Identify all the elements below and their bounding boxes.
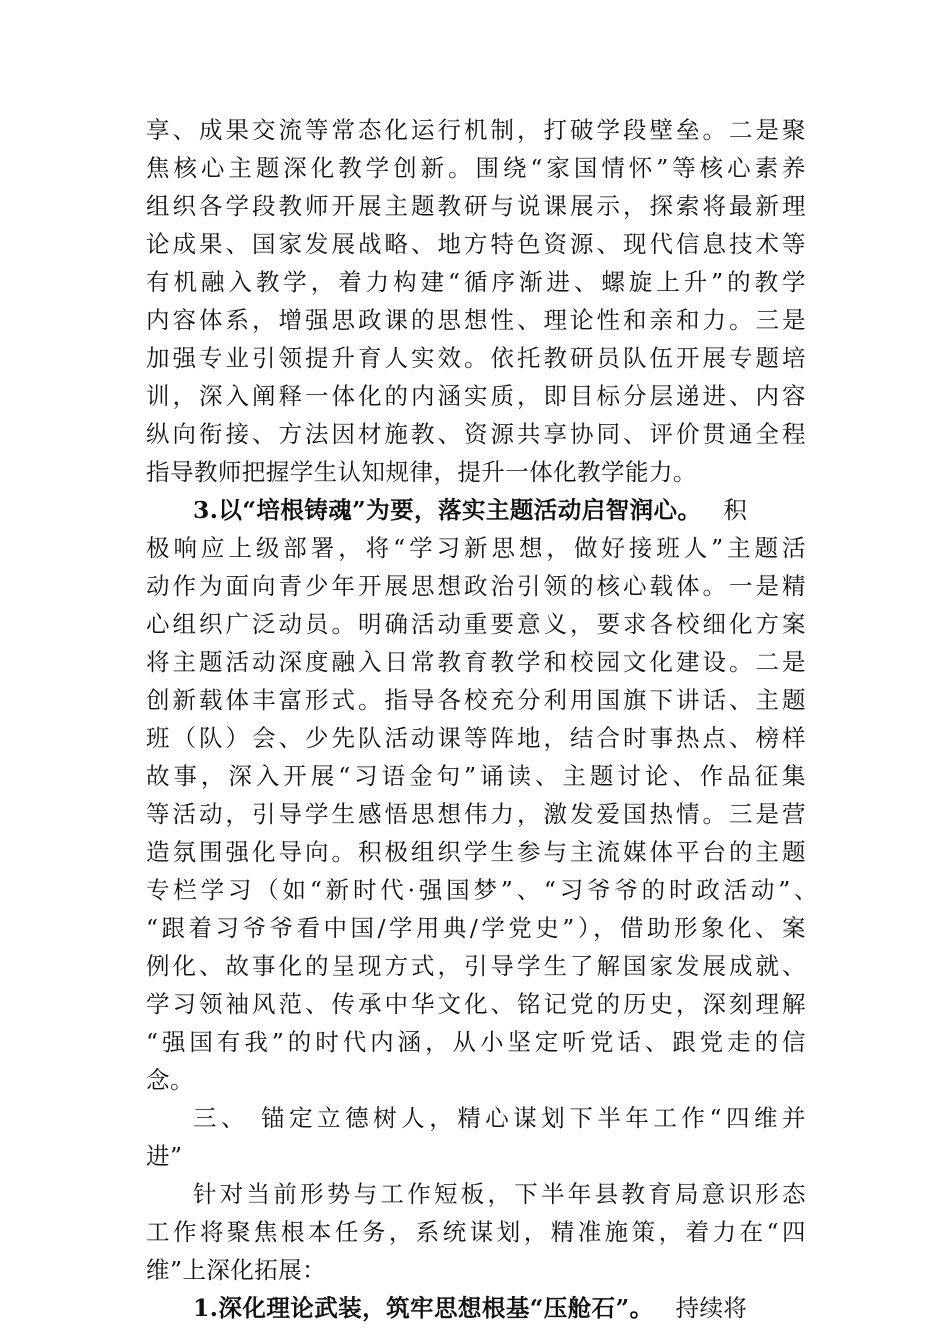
body-line: 专栏学习（如“新时代·强国梦”、“习爷爷的时政活动”、 <box>146 876 818 904</box>
body-line: 论成果、国家发展战略、地方特色资源、现代信息技术等 <box>146 230 806 258</box>
section-3-title: 三、 锚定立德树人，精心谋划下半年工作“四维并 <box>193 1104 806 1132</box>
body-line: 指导教师把握学生认知规律，提升一体化教学能力。 <box>146 458 697 486</box>
body-line: “强国有我”的时代内涵，从小坚定听党话、跟党走的信 <box>146 1028 806 1056</box>
body-line: 组织各学段教师开展主题教研与说课展示，探索将最新理 <box>146 192 806 220</box>
body-line: 工作将聚焦根本任务，系统谋划，精准施策，着力在“四 <box>146 1218 806 1246</box>
body-line: 针对当前形势与工作短板，下半年县教育局意识形态 <box>193 1180 806 1208</box>
body-line: 班（队）会、少先队活动课等阵地，结合时事热点、榜样 <box>146 724 806 752</box>
subheading-1-rest: 持续将 <box>675 1294 748 1322</box>
subheading-3-title: 3.以“培根铸魂”为要，落实主题活动启智润心。 <box>193 496 702 524</box>
body-line: 训，深入阐释一体化的内涵实质，即目标分层递进、内容 <box>146 382 806 410</box>
subheading-3-rest: 积 <box>723 496 748 524</box>
body-line: 焦核心主题深化教学创新。围绕“家国情怀”等核心素养 <box>146 154 806 182</box>
subheading-1 <box>193 1293 806 1323</box>
body-line: 内容体系，增强思政课的思想性、理论性和亲和力。三是 <box>146 306 806 334</box>
section-3-title-cont: 进” <box>146 1142 183 1170</box>
body-line: 学习领袖风范、传承中华文化、铭记党的历史，深刻理解 <box>146 990 806 1018</box>
body-line: 维”上深化拓展： <box>146 1256 327 1284</box>
body-line: 故事，深入开展“习语金句”诵读、主题讨论、作品征集 <box>146 762 806 790</box>
body-line: 心组织广泛动员。明确活动重要意义，要求各校细化方案 <box>146 610 806 638</box>
body-line: 等活动，引导学生感悟思想伟力，激发爱国热情。三是营 <box>146 800 806 828</box>
body-line: 极响应上级部署，将“学习新思想，做好接班人”主题活 <box>146 534 806 562</box>
body-line: 创新载体丰富形式。指导各校充分利用国旗下讲话、主题 <box>146 686 806 714</box>
body-line: 动作为面向青少年开展思想政治引领的核心载体。一是精 <box>146 572 806 600</box>
subheading-3 <box>193 495 806 525</box>
subheading-1-title: 1.深化理论武装，筑牢思想根基“压舱石”。 <box>193 1294 654 1322</box>
body-line: 有机融入教学，着力构建“循序渐进、螺旋上升”的教学 <box>146 268 806 296</box>
body-line: 将主题活动深度融入日常教育教学和校园文化建设。二是 <box>146 648 806 676</box>
body-line: 纵向衔接、方法因材施教、资源共享协同、评价贯通全程 <box>146 420 806 448</box>
body-line: “跟着习爷爷看中国/学用典/学党史”），借助形象化、案 <box>146 914 806 942</box>
body-line: 念。 <box>146 1066 194 1094</box>
body-line: 例化、故事化的呈现方式，引导学生了解国家发展成就、 <box>146 952 806 980</box>
body-line: 享、成果交流等常态化运行机制，打破学段壁垒。二是聚 <box>146 116 806 144</box>
body-line: 加强专业引领提升育人实效。依托教研员队伍开展专题培 <box>146 344 806 372</box>
body-line: 造氛围强化导向。积极组织学生参与主流媒体平台的主题 <box>146 838 806 866</box>
